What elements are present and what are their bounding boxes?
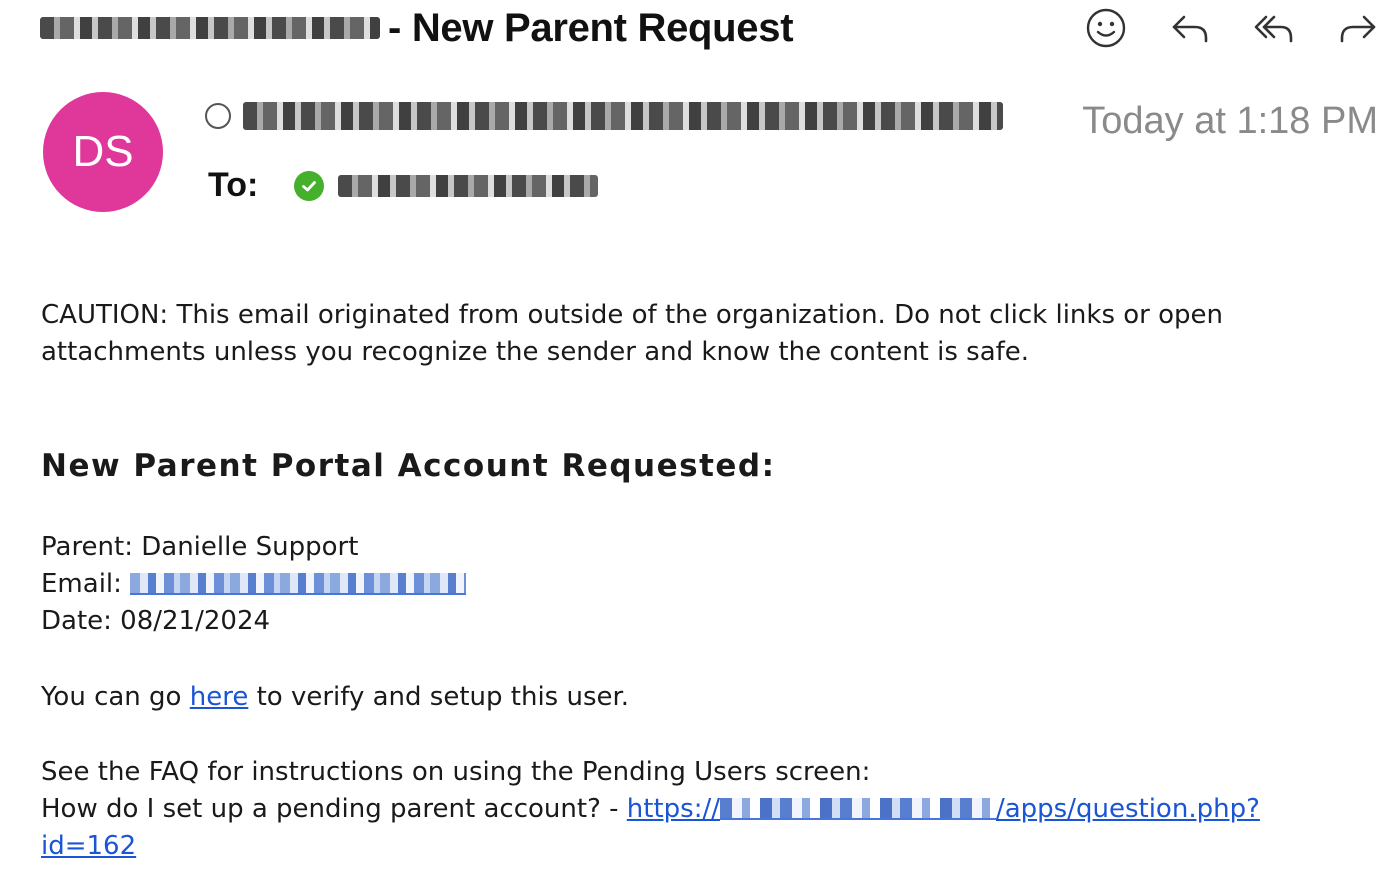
sender-row [205, 102, 1003, 130]
faq-url-start: https:// [626, 794, 720, 824]
caution-notice [41, 297, 1223, 371]
verify-suffix: to verify and setup this user. [248, 682, 630, 712]
forward-icon [1337, 7, 1379, 49]
reply-button[interactable] [1168, 6, 1212, 50]
date-line: Date: 08/21/2024 [41, 606, 271, 636]
email-subject: - New Parent Request [388, 5, 794, 50]
request-details [41, 529, 466, 640]
reply-all-button[interactable] [1252, 6, 1296, 50]
verified-check-icon [294, 171, 324, 201]
verify-line [41, 679, 629, 716]
redacted-sender-name [40, 17, 380, 39]
redacted-email-link[interactable] [130, 573, 466, 595]
faq-question: How do I set up a pending parent account? - [41, 794, 627, 824]
reply-icon [1169, 7, 1211, 49]
redacted-recipient[interactable] [338, 175, 598, 197]
recipient-row [208, 166, 598, 205]
unread-indicator-icon[interactable] [205, 103, 231, 129]
to-label: To: [208, 166, 259, 204]
message-toolbar [1084, 6, 1380, 50]
message-timestamp: Today at 1:18 PM [1082, 100, 1378, 142]
emoji-reaction-button[interactable] [1084, 6, 1128, 50]
redacted-sender-address[interactable] [243, 102, 1003, 130]
faq-line: See the FAQ for instructions on using the Pending Users screen: [41, 757, 871, 787]
faq-url-link[interactable] [627, 794, 1260, 824]
subject-row [40, 0, 793, 56]
faq-question-line [41, 791, 1260, 828]
email-heading: New Parent Portal Account Requested: [41, 448, 776, 484]
faq-url-line-2 [41, 828, 1260, 865]
verify-prefix: You can go [41, 682, 190, 712]
faq-url-link-continued[interactable]: id=162 [41, 831, 137, 861]
email-label: Email: [41, 569, 131, 599]
parent-line: Parent: Danielle Support [41, 532, 359, 562]
sender-avatar[interactable]: DS [43, 92, 163, 212]
faq-url-end: /apps/question.php? [995, 794, 1260, 824]
email-line [41, 566, 466, 603]
emoji-icon [1085, 7, 1127, 49]
redacted-domain [720, 798, 996, 820]
faq-section [41, 754, 1260, 865]
caution-line-2: attachments unless you recognize the sender and know the content is safe. [41, 337, 1030, 367]
verify-here-link[interactable]: here [189, 682, 249, 712]
forward-button[interactable] [1336, 6, 1380, 50]
reply-all-icon [1253, 7, 1295, 49]
caution-line-1: CAUTION: This email originated from outside of the organization. Do not click links or open [41, 300, 1224, 330]
